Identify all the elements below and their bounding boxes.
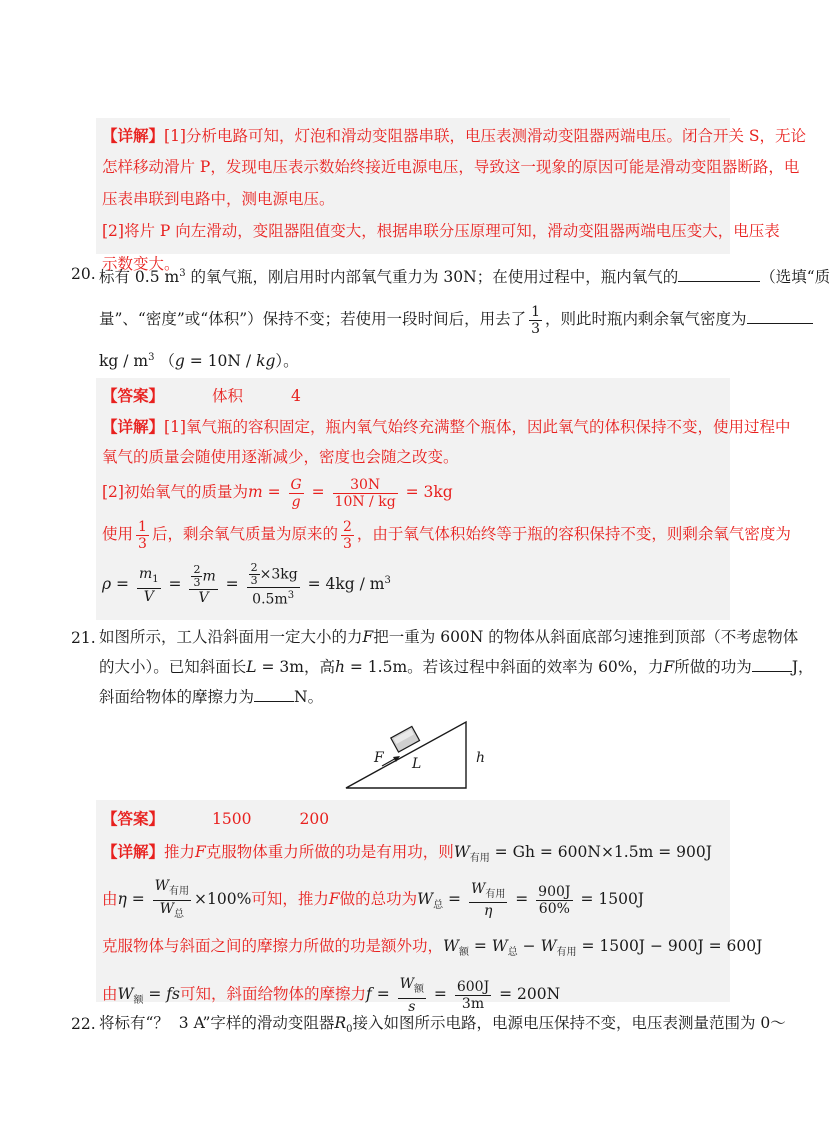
fraction-one-third: $\frac{1}{3}$ — [138, 518, 147, 552]
inclined-plane-figure — [344, 718, 504, 792]
explain-line: [1]分析电路可知，灯泡和滑动变阻器串联，电压表测滑动变阻器两端电压。闭合开关 S，无论 — [164, 127, 807, 145]
formula-total-work: $W_总$ = $\frac{W_{有用}}{\eta}$ = $\frac{900J}{60\%}$ = 1500J — [417, 880, 645, 920]
explanation-box-q19 — [96, 118, 807, 273]
explain-line: [2]初始氧气的质量为 — [102, 483, 248, 501]
label-L: L — [412, 756, 422, 772]
explain-line: 怎样移动滑片 P，发现电压表示数始终接近电源电压，导致这一现象的原因可能是滑动变阻器断路，电 — [102, 158, 800, 176]
math-var: h — [334, 658, 345, 676]
math-var: L — [246, 658, 257, 676]
question-text: （选填“质 — [760, 268, 830, 287]
explain-line: ，由于氧气体积始终等于瓶的容积保持不变，则剩余氧气密度为 — [356, 525, 791, 543]
question-21 — [71, 622, 814, 712]
density-formula: ρ = $\frac{m_1}{V}$ = $\frac{2}{3}$ m V = $\frac{2}{3}$ ×3kg $0.5m^3$ = $4kg / m^3$ — [102, 561, 391, 608]
explain-line: 由 — [102, 985, 118, 1004]
math-var: kg — [256, 352, 276, 371]
explain-line: 使用 — [102, 525, 134, 543]
math-op: = — [306, 483, 330, 501]
explain-line: 做的总功为 — [339, 890, 418, 909]
unit-text: kg / m — [99, 352, 149, 371]
question-text: 3 A”字样的滑动变阻器 — [178, 1014, 335, 1032]
fraction-30N-over-10N: $\frac{30N}{10N / kg}$ — [334, 476, 396, 510]
formula-efficiency: η = $\frac{W_{有用}}{W_总}$ ×100% — [117, 877, 252, 920]
question-text: 接入如图所示电路，电源电压保持不变，电压表测量范围为 0～ — [352, 1014, 786, 1032]
explain-line: 氧气的质量会随使用逐渐减少，密度也会随之改变。 — [102, 448, 459, 466]
explain-line: 后，剩余氧气质量为原来的 — [151, 525, 338, 543]
math-result: = 3kg — [400, 483, 453, 501]
math-var: F — [195, 843, 206, 861]
answer-tag: 【答案】 — [102, 809, 165, 828]
fraction-one-third: $\frac{1}{3}$ — [531, 303, 541, 337]
detail-tag: 【详解】 — [102, 842, 165, 861]
explain-line: 可知，推力 — [251, 890, 329, 909]
question-text: 标有 0.5 m — [99, 268, 180, 287]
math-var: F — [328, 890, 340, 909]
answer-tag: 【答案】 — [102, 386, 165, 405]
block — [391, 726, 420, 752]
question-text: 量”、“密度”或“体积”）保持不变；若使用一段时间后，用去了 — [99, 310, 527, 329]
subscript: 0 — [346, 1024, 353, 1036]
question-number: 20. — [71, 265, 96, 283]
question-number: 21. — [71, 629, 96, 647]
question-number: 22. — [71, 1015, 96, 1033]
question-22 — [71, 1008, 786, 1045]
superscript: 3 — [179, 268, 186, 279]
math-var: F — [362, 628, 374, 646]
question-text: 斜面给物体的摩擦力为 — [99, 688, 255, 706]
formula-friction: f = $\frac{W_额}{s}$ = $\frac{600J}{3m}$ = 200N — [366, 975, 561, 1015]
explain-line: 克服物体重力所做的功是有用功，则 — [205, 843, 454, 861]
explain-line: 由 — [102, 890, 118, 909]
answer-value: 1500 — [212, 810, 252, 828]
question-20 — [71, 258, 830, 376]
question-text: ）。 — [275, 352, 299, 371]
question-text: 将标有“？ — [99, 1014, 169, 1032]
answer-blank-2[interactable] — [254, 685, 294, 702]
answer-box-q21 — [96, 800, 763, 1015]
explain-line: 压表串联到电路中，测电源电压。 — [102, 190, 335, 208]
answer-blank-2[interactable] — [747, 307, 813, 324]
superscript: 3 — [148, 352, 155, 364]
math-var: g — [174, 352, 185, 371]
answer-value: 200 — [299, 810, 330, 828]
question-text: N。 — [294, 688, 324, 706]
question-text: （ — [159, 352, 175, 371]
fraction-two-thirds: $\frac{2}{3}$ — [342, 518, 352, 552]
question-text: = 1.5m。若该过程中斜面的效率为 60%，力 — [344, 658, 664, 676]
math-var: m — [247, 483, 263, 501]
explain-line: 推力 — [164, 843, 196, 861]
answer-blank-1[interactable] — [752, 655, 792, 672]
question-text: = 10N / — [184, 352, 257, 371]
formula-extra-work: $W_额 = W_总 - W_{有用} = 1500J - 900J = 600J$ — [443, 937, 763, 959]
detail-tag: 【详解】 — [102, 417, 165, 436]
question-text: 把一重为 600N 的物体从斜面底部匀速推到顶部（不考虑物体 — [373, 628, 799, 646]
question-text: 所做的功为 — [674, 658, 752, 676]
question-text: J， — [791, 658, 814, 676]
label-F: F — [374, 750, 384, 766]
answer-blank-1[interactable] — [678, 265, 760, 282]
question-text: ，则此时瓶内剩余氧气密度为 — [545, 310, 747, 329]
explain-line: 克服物体与斜面之间的摩擦力所做的功是额外功， — [102, 937, 444, 956]
fraction-G-over-g: $\frac{G}{g}$ — [290, 476, 302, 510]
math-var: F — [663, 658, 675, 676]
explain-line: [1]氧气瓶的容积固定，瓶内氧气始终充满整个瓶体，因此氧气的体积保持不变，使用过程中 — [164, 418, 791, 436]
label-h: h — [476, 750, 486, 766]
math-op: = — [262, 483, 286, 501]
question-text: 的氧气瓶，刚启用时内部氧气重力为 30N；在使用过程中，瓶内氧气的 — [185, 268, 679, 287]
answer-box-q20 — [96, 378, 791, 620]
math-var: R — [334, 1014, 347, 1032]
formula-extra-work-fs: $W_额$ = fs — [117, 985, 180, 1007]
detail-tag: 【详解】 — [102, 126, 165, 145]
question-text: 如图所示，工人沿斜面用一定大小的力 — [99, 628, 363, 646]
answer-value: 4 — [291, 387, 301, 405]
formula-useful-work: $W_{有用} = Gh = 600N\times 1.5m = 900J$ — [453, 843, 712, 865]
explain-line: 示数变大。 — [102, 255, 180, 273]
explain-line: [2]将片 P 向左滑动，变阻器阻值变大，根据串联分压原理可知，滑动变阻器两端电压变大，电压表 — [102, 222, 780, 240]
answer-value: 体积 — [212, 387, 244, 405]
question-text: = 3m，高 — [256, 658, 335, 676]
explain-line: 可知，斜面给物体的摩擦力 — [180, 985, 367, 1004]
question-text: 的大小）。已知斜面长 — [99, 658, 247, 676]
